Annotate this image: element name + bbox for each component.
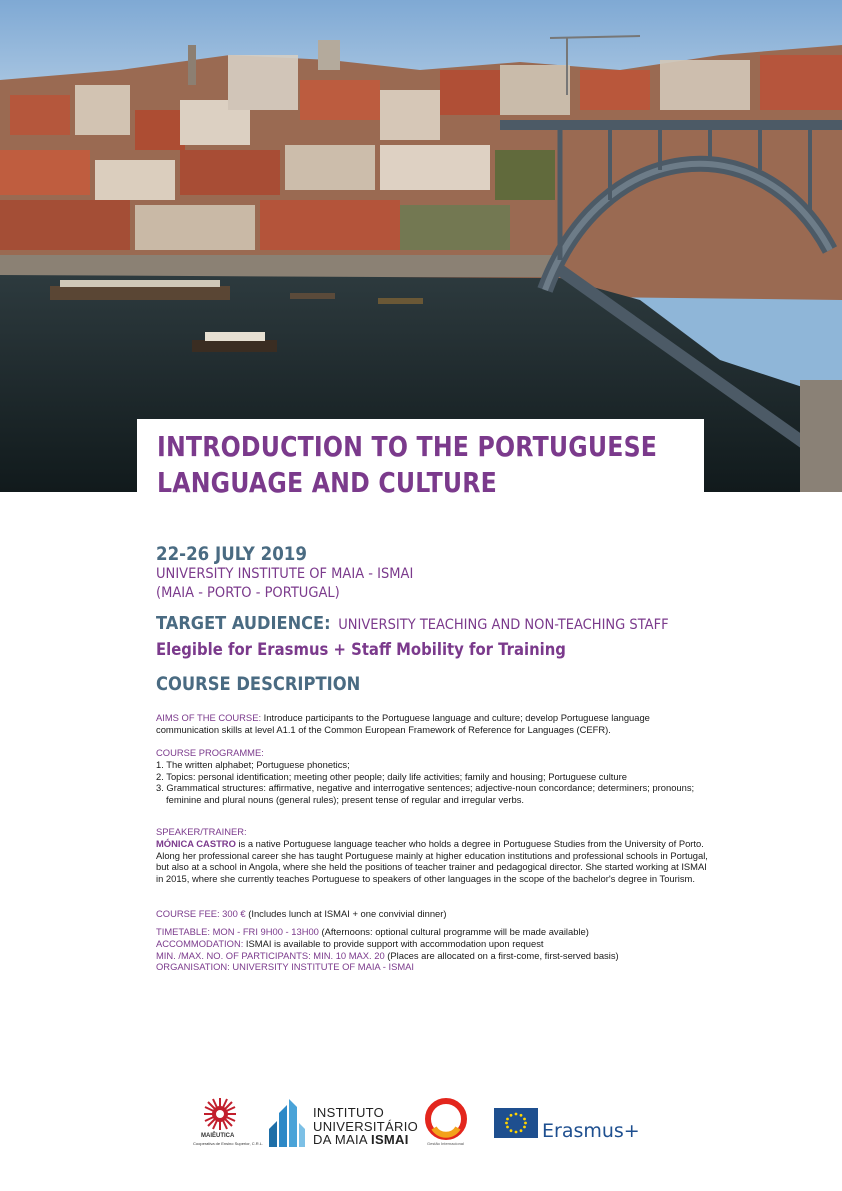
timetable-line	[156, 926, 708, 938]
partner-logos	[0, 1090, 842, 1160]
aims-text: Introduce participants to the Portuguese language and culture; develop Portuguese language communication skills at level A1.1 of the Common European Framework of Reference for Languages (CEFR).	[156, 712, 650, 735]
list-item: 1. The written alphabet; Portuguese phonetics;	[156, 758, 350, 770]
ismai-line-1: INSTITUTO	[313, 1105, 385, 1120]
participants-label: MIN. /MAX. NO. OF PARTICIPANTS:	[156, 949, 311, 961]
international-office-subtitle: Gestão Internacional	[427, 1141, 464, 1146]
participants-note: (Places are allocated on a first-come, first-served basis)	[387, 949, 619, 961]
maieutica-name: MAIÊUTICA	[201, 1133, 235, 1139]
erasmus-plus-logo: Erasmus+	[542, 1120, 640, 1142]
page-title: INTRODUCTION TO THE PORTUGUESE LANGUAGE AND CULTURE	[157, 431, 658, 499]
logistics-section	[156, 926, 708, 973]
institution-location: (MAIA - PORTO - PORTUGAL)	[156, 585, 340, 601]
speaker-name: MÓNICA CASTRO	[156, 837, 236, 849]
ismai-acronym: ISMAI	[371, 1132, 409, 1147]
ismai-logo-icon	[267, 1099, 307, 1147]
ismai-line-3: DA MAIA ISMAI	[313, 1132, 409, 1147]
list-item: 2. Topics: personal identification; meeting other people; daily life activities; family and housing; Portuguese culture	[156, 770, 627, 782]
accommodation-label: ACCOMMODATION:	[156, 937, 244, 949]
speaker-bio: is a native Portuguese language teacher who holds a degree in Portuguese Studies from the University of Porto. Along her professional career she has taught Portuguese mainly at higher education institutions and professional schools in Portugal, but also at a school in Angola, where she held the positions of teacher trainer and pedagogical director. She started working at ISMAI in 2015, where she currently teaches Portuguese to speakers of other languages in the scope of the bachelor's degree in Tourism.	[156, 837, 708, 885]
speaker-label: SPEAKER/TRAINER:	[156, 826, 247, 837]
erasmus-eligibility: Elegible for Erasmus + Staff Mobility for Training	[156, 640, 566, 659]
event-header	[156, 544, 716, 695]
fee-section	[156, 908, 708, 920]
accommodation-line	[156, 938, 708, 950]
ismai-logo-text	[313, 1106, 418, 1147]
ismai-line-2: UNIVERSITÁRIO	[313, 1118, 419, 1134]
fee-label: COURSE FEE:	[156, 908, 220, 919]
organisation-value: UNIVERSITY INSTITUTE OF MAIA - ISMAI	[229, 961, 415, 973]
maieutica-subtitle: Cooperativa de Ensino Superior, C.R.L.	[193, 1141, 264, 1146]
list-item: 3. Grammatical structures: affirmative, negative and interrogative sentences; adjective-noun concordance; determiners; pronouns; feminine and plural nouns (general rules); present tense of regular and irregular verbs.	[156, 782, 695, 806]
eu-flag-icon	[494, 1108, 538, 1138]
fee-note: (Includes lunch at ISMAI + one convivial dinner)	[248, 908, 447, 919]
programme-section	[156, 747, 708, 806]
timetable-value: MON - FRI 9H00 - 13H00	[210, 926, 322, 937]
target-audience	[156, 613, 669, 634]
organisation-label: ORGANISATION:	[156, 961, 230, 973]
maieutica-logo-icon	[202, 1096, 238, 1132]
fee-value: 300 €	[219, 908, 249, 919]
target-audience-label: TARGET AUDIENCE:	[156, 613, 331, 634]
institution-name: UNIVERSITY INSTITUTE OF MAIA - ISMAI	[156, 566, 414, 582]
participants-line	[156, 950, 708, 962]
speaker-section	[156, 826, 708, 885]
organisation-line	[156, 961, 708, 973]
aims-label: AIMS OF THE COURSE:	[156, 712, 262, 723]
participants-value: MIN. 10 MAX. 20	[310, 949, 388, 961]
timetable-label: TIMETABLE:	[156, 926, 211, 937]
title-card	[137, 419, 704, 514]
aims-section	[156, 712, 708, 736]
section-title-course-description: COURSE DESCRIPTION	[156, 673, 361, 695]
international-office-logo-icon	[424, 1098, 468, 1140]
programme-label: COURSE PROGRAMME:	[156, 747, 264, 758]
accommodation-text: ISMAI is available to provide support with accommodation upon request	[243, 937, 544, 949]
timetable-note: (Afternoons: optional cultural programme will be made available)	[321, 926, 589, 937]
programme-list	[156, 759, 708, 806]
target-audience-value: UNIVERSITY TEACHING AND NON-TEACHING STAFF	[338, 617, 669, 633]
event-dates: 22-26 JULY 2019	[156, 544, 307, 565]
